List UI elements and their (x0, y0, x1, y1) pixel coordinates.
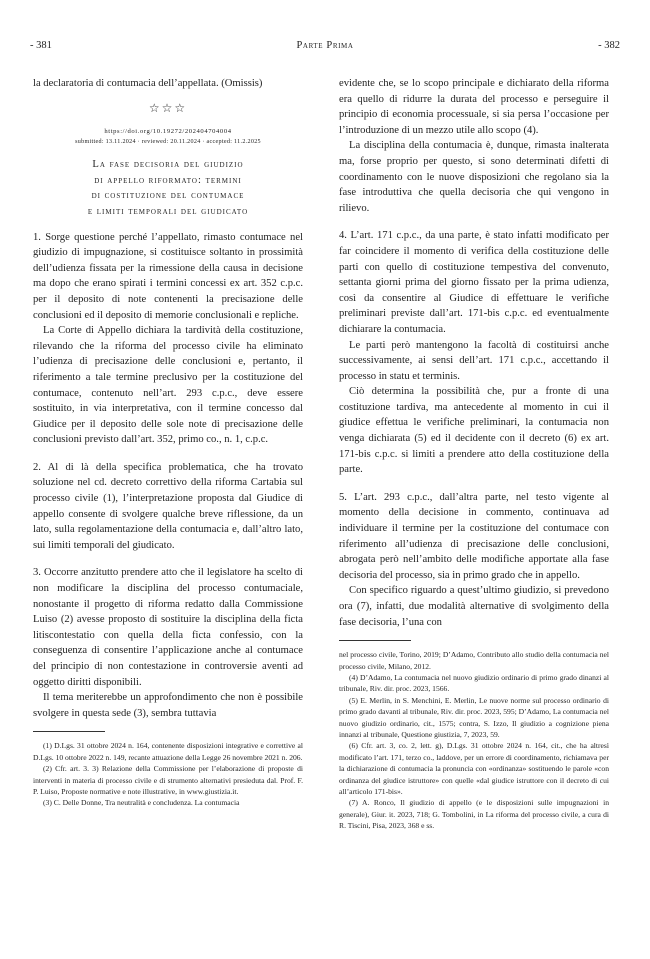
paragraph: Ciò determina la possibilità che, pur a fronte di una costituzione tardiva, ma antecedente al momento in cui il giudice effettua le verifiche preliminari, la contumacia non venga dichiarata (5) ed il decidente con il decreto (6) ex art. 171-bis c.p.c. si limiti a prendere atto della costituzione della parte. (339, 386, 609, 476)
paragraph-3: 3. Occorre anzitutto prendere atto che il legislatore ha scelto di non modificare la disciplina del processo contumaciale, nonostante il progetto di riforma redatto dalla Commissione Luiso (2) avesse proposto di sostituire la disciplina della ficta litiscontestatio con quella della ficta confessio, con la conseguenza di consentire l’applicazione anche al contumace del principio di non contestazione in controversie aventi ad oggetto diritti disponibili. (33, 567, 303, 688)
section-title-line: di appello riformato: termini (94, 174, 242, 186)
footnote-continuation: nel processo civile, Torino, 2019; D’Adamo, Contributo allo studio della contumacia nel processo civile, Milano, 2012. (339, 650, 609, 671)
paragraph: Il tema meriterebbe un approfondimento che non è possibile svolgere in questa sede (3), sembra tuttavia (33, 692, 303, 719)
doi-link[interactable]: https://doi.org/10.19272/202404704004 (104, 128, 232, 136)
footnotes (339, 649, 609, 832)
footnote: (5) E. Merlin, in S. Menchini, E. Merlin, Le nuove norme sul processo ordinario di primo grado davanti al tribunale, Riv. dir. proc. 2023, 595; D’Adamo, La contumacia nel nuovo giudizio ordinario, cit., 1575; contra, S. Izzo, Il giudizio a cognizione piena innanzi al tribunale, Questione giustizia, 7, 2023, 59. (339, 695, 609, 740)
stars-separator-icon: ☆☆☆ (148, 100, 188, 115)
footnote: (7) A. Ronco, Il giudizio di appello (e le disposizioni sulle impugnazioni in generale), Giur. it. 2023, 718; G. Tombolini, in La riforma del processo civile, a cura di R. Tiscini, Pisa, 2023, 368 e ss. (339, 798, 609, 831)
page-number-right: - 382 (598, 40, 620, 51)
footnote: (6) Cfr. art. 3, co. 2, lett. g), D.Lgs. 31 ottobre 2024 n. 164, cit., che ha altresì modificato l’art. 171, terzo co., laddove, per un errore di coordinamento, richiamava per la dichiarazione di contumacia la pronuncia con «ordinanza» sostituendo le parole «con ordinanza del giudice istruttore» con quelle «dal giudice istruttore con il decreto di cui all’articolo 171-bis». (339, 741, 609, 797)
paragraph-4: 4. L’art. 171 c.p.c., da una parte, è stato infatti modificato per far coincidere il momento di verifica della costituzione delle parti con quello di costituzione tempestiva del convenuto, settanta giorni prima del giorno fissato per la prima udienza, così da consentire al Giudice di effettuare le verifiche preliminari previste dall’art. 171-bis c.p.c. ed eventualmente dichiarare la contumacia. (339, 230, 609, 335)
paragraph: evidente che, se lo scopo principale e dichiarato della riforma era quello di ridurre la durata del processo e perseguire il principio di economia processuale, si sia persa l’occasione per l’introduzione di un mezzo utile allo scopo (4). (339, 78, 609, 136)
section-title-line: di costituzione del contumace (91, 190, 245, 202)
paragraph: Con specifico riguardo a quest’ultimo giudizio, si prevedono ora (7), infatti, due modalità alternative di svolgimento della fase decisoria, l’una con (339, 585, 609, 628)
left-column (33, 76, 303, 809)
paragraph: Le parti però mantengono la facoltà di costituirsi anche successivamente, ai sensi dell’art. 171 c.p.c., accettando il processo in statu et terminis. (339, 339, 609, 382)
footnote: (4) D’Adamo, La contumacia nel nuovo giudizio ordinario di primo grado dinanzi al tribunale, Riv. dir. proc. 2023, 1566. (339, 673, 609, 694)
footnote: (1) D.Lgs. 31 ottobre 2024 n. 164, contenente disposizioni integrative e correttive al D.Lgs. 10 ottobre 2022 n. 149, recante attuazione della Legge 26 novembre 2021 n. 206. (33, 741, 303, 762)
footnote: (3) C. Delle Donne, Tra neutralità e concludenza. La contumacia (43, 798, 240, 808)
right-column (339, 76, 609, 832)
opening-line: la declaratoria di contumacia dell’appellata. (Omissis) (33, 78, 263, 89)
footnote-divider (33, 731, 105, 732)
paragraph-5: 5. L’art. 293 c.p.c., dall’altra parte, nel testo vigente al momento della decisione in commento, continuava ad individuare il termine per la costituzione del contumace con riferimento all’udienza di precisazione delle conclusioni, abrogata però nell’ambito delle modifiche apportate alla fase decisoria del processo, sia in primo grado che in appello. (339, 491, 609, 581)
section-title (33, 157, 303, 219)
running-head-title: Parte Prima (296, 40, 354, 51)
section-title-line: e limiti temporali del giudicato (87, 205, 249, 217)
paragraph-2: 2. Al di là della specifica problematica, che ha trovato soluzione nel cd. decreto correttivo della riforma Cartabia sul processo civile (1), l’interpretazione proposta dal Giudice di appello consente di svolgere qualche breve riflessione, da un lato, sulla regolamentazione della contumacia e, dall’altro lato, sui limiti temporali del giudicato. (33, 461, 303, 551)
footnotes (33, 740, 303, 808)
footnote: (2) Cfr. art. 3. 3) Relazione della Commissione per l’elaborazione di proposte di interventi in materia di processo civile e di strumento alternativi presieduta dal. Prof. F. P. Luiso, Proposte normative e note illustrative, in www.giustizia.it. (33, 764, 303, 796)
page-number-left: - 381 (30, 40, 52, 51)
paragraph: La Corte di Appello dichiara la tardività della costituzione, rilevando che la riforma del processo civile ha eliminato l’udienza di precisazione delle conclusioni e, pertanto, il riferimento a tale termine preclusivo per la costituzione del contumace, contenuto nell’art. 293 c.p.c., deve essere sostituito, in via interpretativa, con il termine concesso dal Giudice per il deposito delle sole note di precisazione delle conclusioni previsto dall’art. 352, primo co., n. 1, c.p.c. (33, 325, 303, 446)
running-header (30, 40, 620, 56)
section-title-line: La fase decisoria del giudizio (92, 159, 244, 171)
paragraph-1: 1. Sorge questione perché l’appellato, rimasto contumace nel giudizio di impugnazione, si costituisce soltanto in prossimità dell’udienza fissata per la rimessione della causa in decisione ma dopo che erano spirati i termini concessi ex art. 352 c.p.c. per il deposito di note contenenti la precisazione delle conclusioni ed il deposito di memorie conclusionali e repliche. (33, 231, 303, 321)
submission-dates: submitted: 13.11.2024 · reviewed: 20.11.2024 · accepted: 11.2.2025 (75, 139, 261, 146)
paragraph: La disciplina della contumacia è, dunque, rimasta inalterata ma, forse proprio per questo, si sono determinati difetti di coordinamento con le nuove disposizioni che regolano sia la fase introduttiva che quella decisoria che qui vengono in rilievo. (339, 140, 609, 214)
footnote-divider (339, 640, 411, 641)
